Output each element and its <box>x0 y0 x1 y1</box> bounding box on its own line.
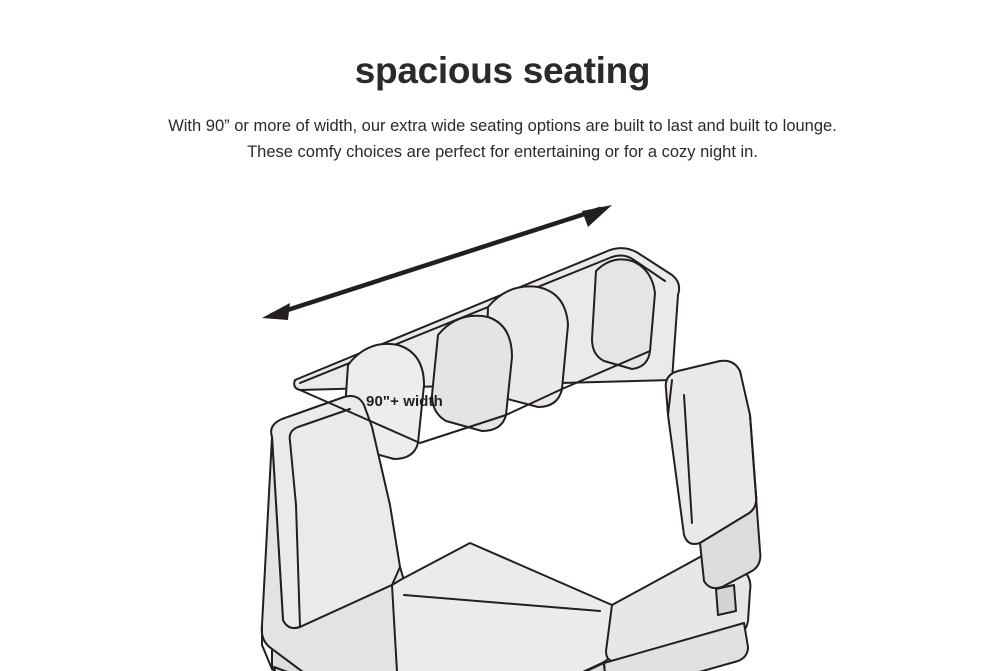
sofa-drawing-svg <box>0 175 1005 671</box>
dimension-label: 90"+ width <box>366 393 443 410</box>
sofa-outline <box>262 248 761 671</box>
sofa-illustration <box>0 175 1005 671</box>
page-title: spacious seating <box>354 50 651 91</box>
subcopy-line-2: These comfy choices are perfect for entertaining or for a cozy night in. <box>247 142 758 161</box>
subcopy-line-1: With 90” or more of width, our extra wide seating options are built to last and built to lounge. <box>168 117 837 135</box>
page-subcopy <box>0 114 1005 165</box>
